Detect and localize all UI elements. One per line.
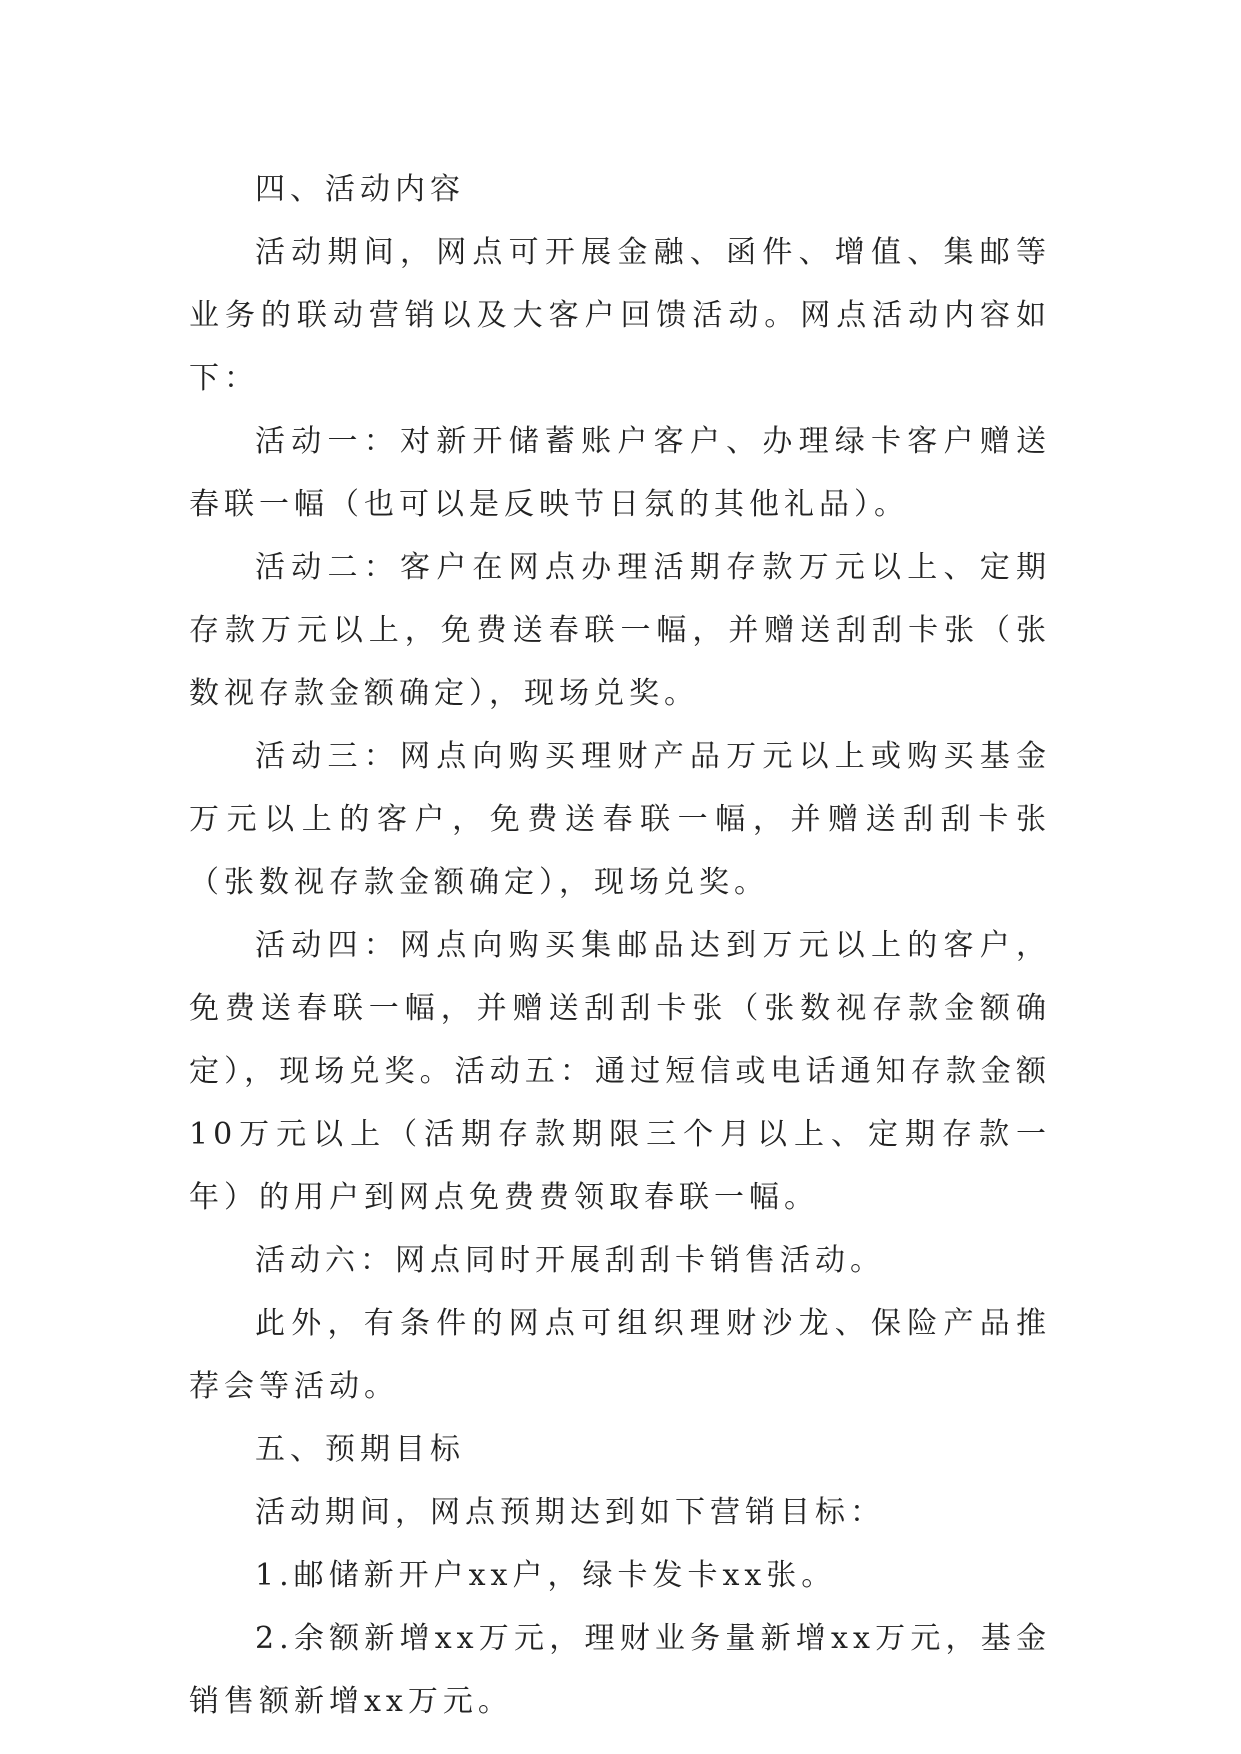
paragraph-activity-six: 活动六：网点同时开展刮刮卡销售活动。: [255, 1243, 885, 1278]
section-heading-expected-goals: 五、预期目标: [255, 1432, 465, 1467]
paragraph-activity-one: 活动一：对新开储蓄账户客户、办理绿卡客户赠送春联一幅（也可以是反映节日氛的其他礼品）。: [189, 424, 1051, 522]
paragraph-activity-four-five: 活动四：网点向购买集邮品达到万元以上的客户，免费送春联一幅，并赠送刮刮卡张（张数视存款金额确定），现场兑奖。活动五：通过短信或电话通知存款金额10万元以上（活期存款期限三个月以上、定期存款一年）的用户到网点免费费领取春联一幅。: [189, 928, 1051, 1215]
paragraph-goals-intro: 活动期间，网点预期达到如下营销目标：: [255, 1495, 885, 1530]
paragraph-additional-activities: 此外，有条件的网点可组织理财沙龙、保险产品推荐会等活动。: [189, 1306, 1051, 1404]
paragraph-activity-three: 活动三：网点向购买理财产品万元以上或购买基金万元以上的客户，免费送春联一幅，并赠送刮刮卡张（张数视存款金额确定），现场兑奖。: [189, 739, 1051, 900]
paragraph-goal-two: 2.余额新增xx万元，理财业务量新增xx万元，基金销售额新增xx万元。: [189, 1621, 1051, 1719]
document-body: [189, 158, 1051, 1733]
paragraph-goal-one: 1.邮储新开户xx户，绿卡发卡xx张。: [255, 1558, 837, 1593]
section-heading-activity-content: 四、活动内容: [255, 172, 465, 207]
paragraph-activity-two: 活动二：客户在网点办理活期存款万元以上、定期存款万元以上，免费送春联一幅，并赠送刮刮卡张（张数视存款金额确定），现场兑奖。: [189, 550, 1051, 711]
paragraph-activity-period: 活动期间，网点可开展金融、函件、增值、集邮等业务的联动营销以及大客户回馈活动。网点活动内容如下：: [189, 235, 1051, 396]
